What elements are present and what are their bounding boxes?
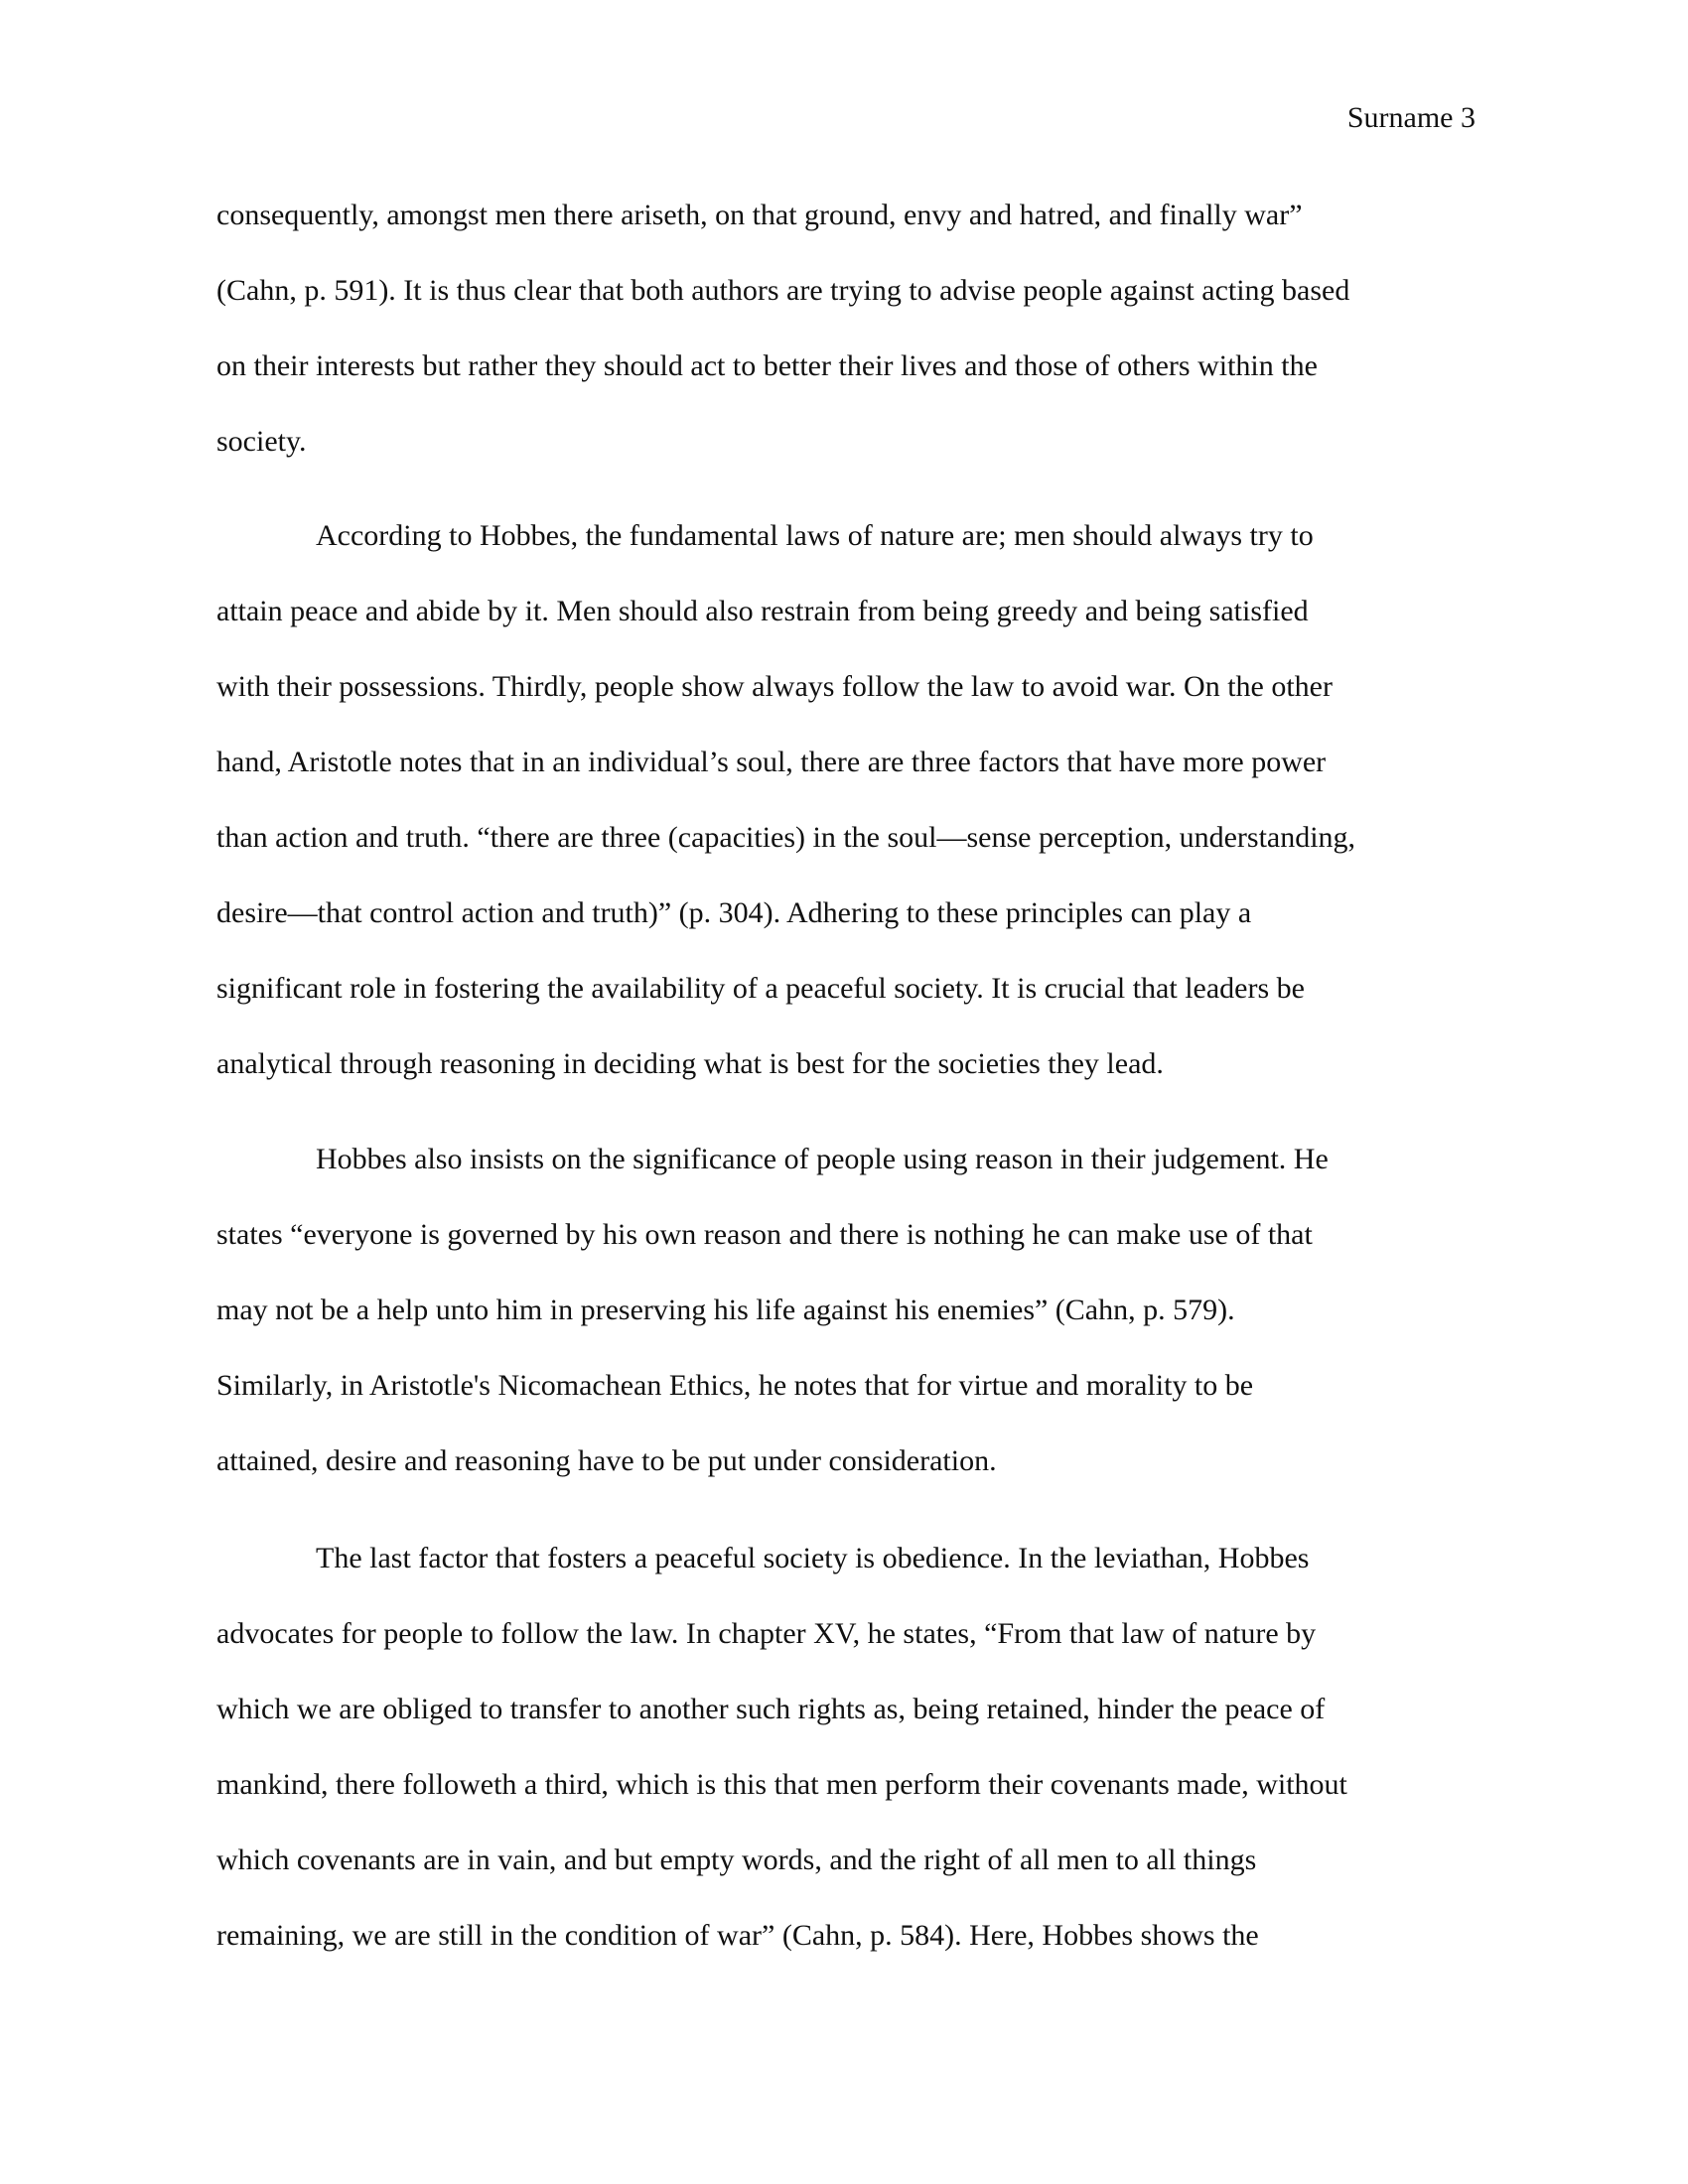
text-line: consequently, amongst men there ariseth, on that ground, envy and hatred, and finally war” xyxy=(216,199,1303,231)
text-line: mankind, there followeth a third, which is this that men perform their covenants made, without xyxy=(216,1768,1347,1801)
text-line: attained, desire and reasoning have to be put under consideration. xyxy=(216,1444,997,1477)
text-line: which covenants are in vain, and but empty words, and the right of all men to all things xyxy=(216,1843,1257,1876)
text-line: desire—that control action and truth)” (p. 304). Adhering to these principles can play a xyxy=(216,896,1252,929)
text-line: Similarly, in Aristotle's Nicomachean Ethics, he notes that for virtue and morality to be xyxy=(216,1369,1254,1402)
text-line: (Cahn, p. 591). It is thus clear that both authors are trying to advise people against acting based xyxy=(216,274,1350,307)
text-line: on their interests but rather they should act to better their lives and those of others within the xyxy=(216,349,1318,382)
text-line: with their possessions. Thirdly, people show always follow the law to avoid war. On the other xyxy=(216,670,1333,703)
text-line: hand, Aristotle notes that in an individual’s soul, there are three factors that have more power xyxy=(216,746,1327,778)
text-line: may not be a help unto him in preserving his life against his enemies” (Cahn, p. 579). xyxy=(216,1294,1235,1326)
text-line: Hobbes also insists on the significance of people using reason in their judgement. He xyxy=(316,1143,1329,1175)
text-line: which we are obliged to transfer to another such rights as, being retained, hinder the peace of xyxy=(216,1693,1326,1725)
text-line: The last factor that fosters a peaceful society is obedience. In the leviathan, Hobbes xyxy=(316,1542,1310,1574)
text-line: than action and truth. “there are three (capacities) in the soul—sense perception, understanding, xyxy=(216,821,1356,854)
running-head: Surname 3 xyxy=(1346,101,1476,134)
text-line: attain peace and abide by it. Men should also restrain from being greedy and being satisfied xyxy=(216,595,1309,627)
text-line: analytical through reasoning in deciding what is best for the societies they lead. xyxy=(216,1047,1164,1080)
text-line: advocates for people to follow the law. In chapter XV, he states, “From that law of nature by xyxy=(216,1617,1317,1650)
text-line: states “everyone is governed by his own reason and there is nothing he can make use of that xyxy=(216,1218,1313,1251)
text-line: remaining, we are still in the condition of war” (Cahn, p. 584). Here, Hobbes shows the xyxy=(216,1919,1259,1952)
text-line: society. xyxy=(216,425,307,458)
text-line: According to Hobbes, the fundamental laws of nature are; men should always try to xyxy=(316,519,1314,552)
text-line: significant role in fostering the availability of a peaceful society. It is crucial that leaders be xyxy=(216,972,1305,1005)
